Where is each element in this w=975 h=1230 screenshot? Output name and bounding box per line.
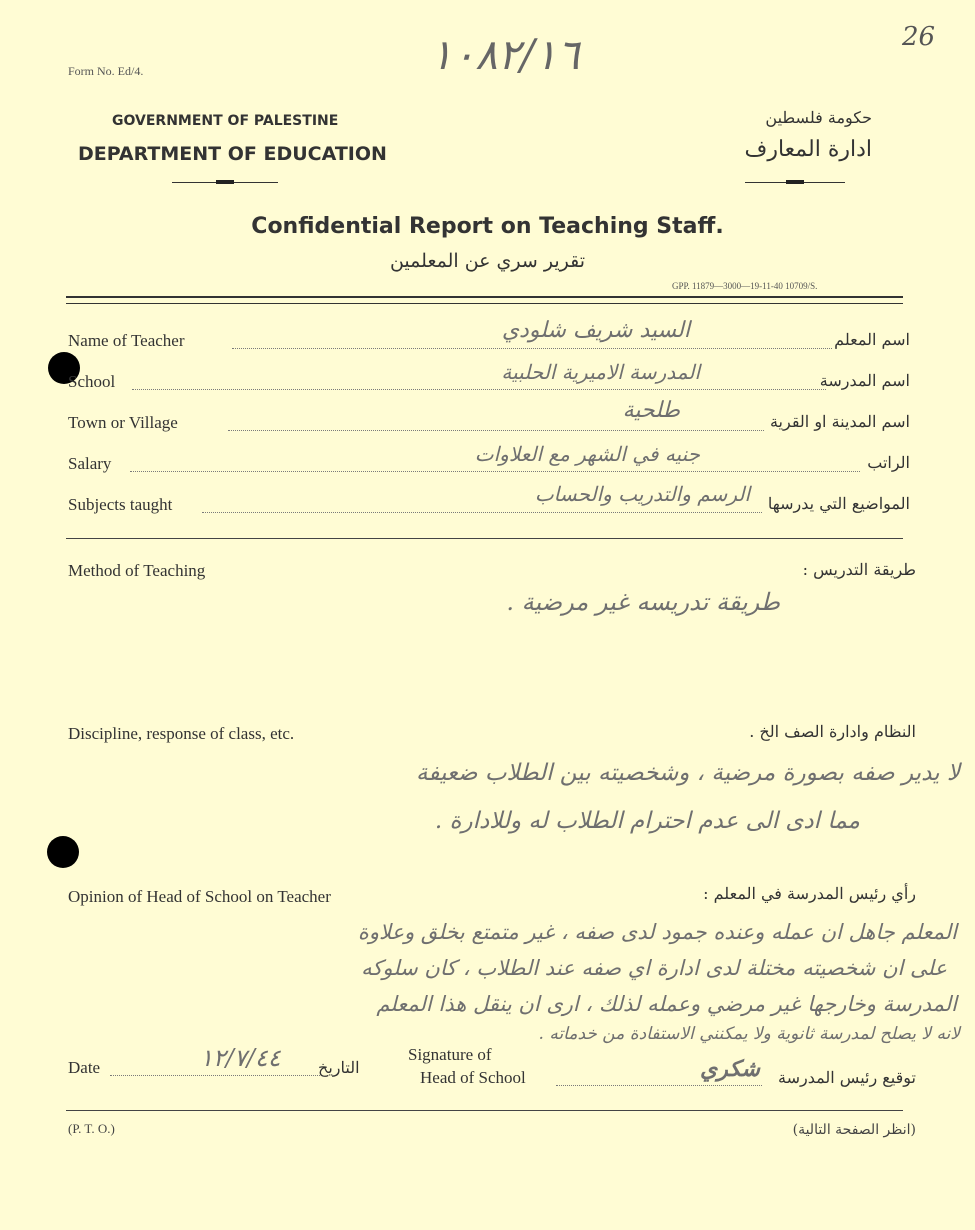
signature-dots xyxy=(556,1085,762,1086)
opinion-line-1: المعلم جاهل ان عمله وعنده جمود لدى صفه ، غير متمتع بخلق وعلاوة xyxy=(357,920,957,944)
town-label: Town or Village xyxy=(68,413,178,432)
punch-hole-bottom xyxy=(47,836,79,868)
town-label-ar: اسم المدينة او القرية xyxy=(769,412,910,431)
date-dots xyxy=(110,1075,320,1076)
school-dots xyxy=(132,389,826,390)
signature-label-2: Head of School xyxy=(420,1068,526,1087)
discipline-label-ar: النظام وادارة الصف الخ . xyxy=(749,722,916,741)
archive-number: ١٠٨٢/١٦ xyxy=(430,30,580,79)
bottom-rule xyxy=(66,1110,903,1111)
top-double-rule xyxy=(66,296,903,298)
form-number: Form No. Ed/4. xyxy=(68,64,144,78)
signature: شكري xyxy=(700,1056,760,1082)
signature-label-1: Signature of xyxy=(408,1045,492,1064)
name-label: Name of Teacher xyxy=(68,331,185,350)
opinion-label-ar: رأي رئيس المدرسة في المعلم : xyxy=(703,884,916,903)
date-label: Date xyxy=(68,1058,101,1077)
school-value: المدرسة الاميرية الحلبية xyxy=(501,360,700,384)
opinion-label: Opinion of Head of School on Teacher xyxy=(68,887,331,906)
discipline-line-1: لا يدير صفه بصورة مرضية ، وشخصيته بين الطلاب ضعيفة xyxy=(415,760,960,786)
name-dots xyxy=(232,348,832,349)
town-value: طلحية xyxy=(622,398,680,423)
method-label-ar: طريقة التدريس : xyxy=(802,560,916,579)
town-dots xyxy=(228,430,764,431)
signature-label-ar: توقيع رئيس المدرسة xyxy=(778,1068,916,1087)
name-label-ar: اسم المعلم xyxy=(834,330,910,349)
discipline-label: Discipline, response of class, etc. xyxy=(68,724,295,743)
opinion-line-2: على ان شخصيته مختلة لدى ادارة اي صفه عند الطلاب ، كان سلوكه xyxy=(361,956,947,980)
pto: (P. T. O.) xyxy=(68,1121,115,1136)
school-label: School xyxy=(68,372,116,391)
subjects-label: Subjects taught xyxy=(68,495,173,514)
date-label-ar: التاريخ xyxy=(318,1058,360,1077)
salary-value: جنيه في الشهر مع العلاوات xyxy=(474,442,700,466)
subjects-label-ar: المواضيع التي يدرسها xyxy=(767,494,910,513)
school-label-ar: اسم المدرسة xyxy=(819,371,910,390)
salary-label-ar: الراتب xyxy=(867,453,910,472)
name-value: السيد شريف شلودي xyxy=(501,318,690,343)
opinion-line-3: المدرسة وخارجها غير مرضي وعمله لذلك ، ارى ان ينقل هذا المعلم xyxy=(376,992,957,1016)
department-title: DEPARTMENT OF EDUCATION xyxy=(78,143,387,165)
print-reference: GPP. 11879—3000—19-11-40 10709/S. xyxy=(672,281,818,291)
department-title-ar: ادارة المعارف xyxy=(744,137,872,162)
discipline-line-2: مما ادى الى عدم احترام الطلاب له وللادارة . xyxy=(434,808,860,834)
top-double-rule-thin xyxy=(66,303,903,304)
opinion-line-4: لانه لا يصلح لمدرسة ثانوية ولا يمكنني الاستفادة من خدماته . xyxy=(538,1024,960,1044)
subjects-value: الرسم والتدريب والحساب xyxy=(534,482,750,506)
page-number: 26 xyxy=(902,22,936,52)
date-value: ١٢/٧/٤٤ xyxy=(200,1044,281,1072)
report-title-ar: تقرير سري عن المعلمين xyxy=(389,250,586,272)
header-rule-right-mark xyxy=(786,180,804,184)
subjects-dots xyxy=(202,512,762,513)
government-title: GOVERNMENT OF PALESTINE xyxy=(112,113,339,129)
method-text: طريقة تدريسه غير مرضية . xyxy=(506,588,780,616)
government-title-ar: حكومة فلسطين xyxy=(765,108,872,127)
fields-bottom-rule xyxy=(66,538,903,539)
header-rule-left-mark xyxy=(216,180,234,184)
report-title: Confidential Report on Teaching Staff. xyxy=(251,214,724,239)
method-label: Method of Teaching xyxy=(68,561,206,580)
salary-label: Salary xyxy=(68,454,112,473)
pto-ar: (انظر الصفحة التالية) xyxy=(792,1122,916,1138)
salary-dots xyxy=(130,471,860,472)
